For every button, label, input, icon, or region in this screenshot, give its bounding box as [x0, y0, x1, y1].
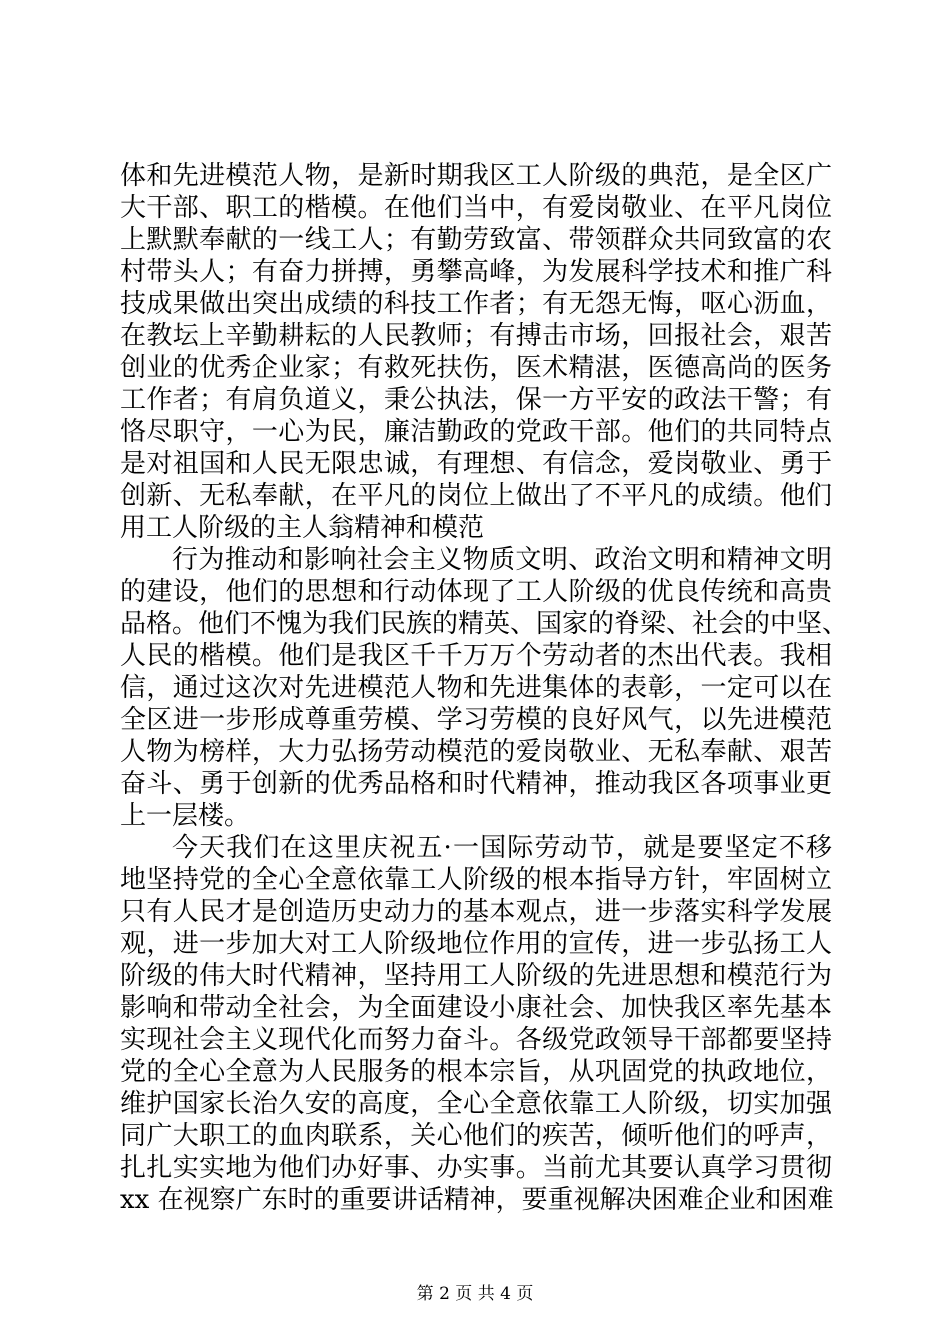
text-line: 用工人阶级的主人翁精神和模范 — [120, 513, 485, 543]
text-line: 地坚持党的全心全意依靠工人阶级的根本指导方针，牢固树立 — [120, 865, 832, 895]
text-line: 观，进一步加大对工人阶级地位作用的宣传，进一步弘扬工人 — [120, 929, 832, 959]
text-line: 影响和带动全社会，为全面建设小康社会、加快我区率先基本 — [120, 993, 832, 1023]
text-line: 人物为榜样，大力弘扬劳动模范的爱岗敬业、无私奉献、艰苦 — [120, 737, 832, 767]
text-line: 同广大职工的血肉联系，关心他们的疾苦，倾听他们的呼声， — [120, 1121, 832, 1151]
text-line: 奋斗、勇于创新的优秀品格和时代精神，推动我区各项事业更 — [120, 769, 832, 799]
text-line: 创业的优秀企业家；有救死扶伤，医术精湛，医德高尚的医务 — [120, 353, 832, 383]
text-line: 品格。他们不愧为我们民族的精英、国家的脊梁、社会的中坚、 — [120, 609, 849, 639]
text-line: 全区进一步形成尊重劳模、学习劳模的良好风气，以先进模范 — [120, 705, 832, 735]
document-body — [120, 160, 849, 1216]
text-line: 在教坛上辛勤耕耘的人民教师；有搏击市场，回报社会，艰苦 — [120, 321, 832, 351]
text-line: 体和先进模范人物，是新时期我区工人阶级的典范，是全区广 — [120, 161, 832, 191]
text-line: 大干部、职工的楷模。在他们当中，有爱岗敬业、在平凡岗位 — [120, 193, 832, 223]
text-line: 今天我们在这里庆祝五·一国际劳动节，就是要坚定不移 — [172, 833, 832, 863]
text-line: 阶级的伟大时代精神，坚持用工人阶级的先进思想和模范行为 — [120, 961, 832, 991]
text-line: 实现社会主义现代化而努力奋斗。各级党政领导干部都要坚持 — [120, 1025, 832, 1055]
paragraph — [120, 160, 832, 544]
text-line: 技成果做出突出成绩的科技工作者；有无怨无悔，呕心沥血， — [120, 289, 832, 319]
text-line: 维护国家长治久安的高度，全心全意依靠工人阶级，切实加强 — [120, 1089, 832, 1119]
text-line: 党的全心全意为人民服务的根本宗旨，从巩固党的执政地位， — [120, 1057, 832, 1087]
text-line: 只有人民才是创造历史动力的基本观点，进一步落实科学发展 — [120, 897, 832, 927]
text-line: 人民的楷模。他们是我区千千万万个劳动者的杰出代表。我相 — [120, 641, 832, 671]
text-line: 创新、无私奉献，在平凡的岗位上做出了不平凡的成绩。他们 — [120, 481, 832, 511]
text-line: 恪尽职守，一心为民，廉洁勤政的党政干部。他们的共同特点 — [120, 417, 832, 447]
text-line: 扎扎实实地为他们办好事、办实事。当前尤其要认真学习贯彻 — [120, 1153, 832, 1183]
text-line: xx 在视察广东时的重要讲话精神，要重视解决困难企业和困难 — [120, 1185, 834, 1215]
text-line: 行为推动和影响社会主义物质文明、政治文明和精神文明 — [172, 545, 832, 575]
paragraph — [120, 544, 849, 832]
text-line: 是对祖国和人民无限忠诚，有理想、有信念，爱岗敬业、勇于 — [120, 449, 832, 479]
text-line: 的建设，他们的思想和行动体现了工人阶级的优良传统和高贵 — [120, 577, 832, 607]
text-line: 信，通过这次对先进模范人物和先进集体的表彰，一定可以在 — [120, 673, 832, 703]
text-line: 上一层楼。 — [120, 801, 251, 831]
text-line: 上默默奉献的一线工人；有勤劳致富、带领群众共同致富的农 — [120, 225, 832, 255]
page-footer: 第 2 页 共 4 页 — [416, 1284, 534, 1304]
paragraph — [120, 832, 832, 1216]
text-line: 工作者；有肩负道义，秉公执法，保一方平安的政法干警；有 — [120, 385, 832, 415]
text-line: 村带头人；有奋力拼搏，勇攀高峰，为发展科学技术和推广科 — [120, 257, 832, 287]
